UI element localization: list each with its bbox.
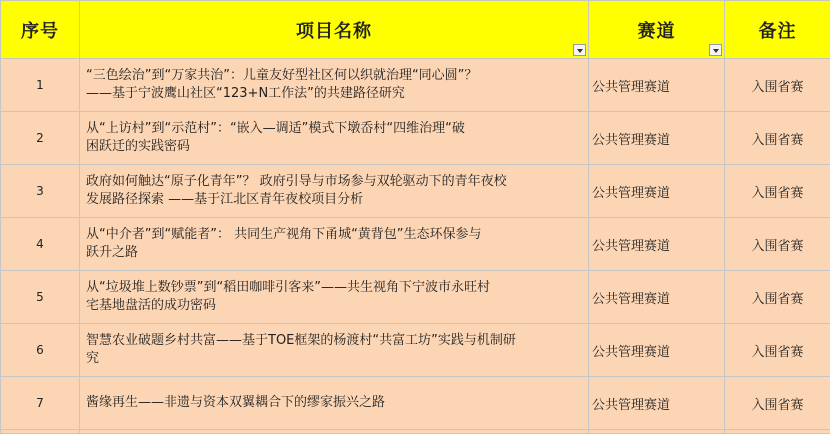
cell-note[interactable]: 入围省赛 [725, 112, 830, 165]
name-line: 跃升之路 [86, 245, 138, 260]
cell-project-name[interactable] [80, 377, 589, 430]
header-project-name-label: 项目名称 [296, 21, 372, 42]
cell-index[interactable]: 2 [1, 112, 80, 165]
cell-track[interactable]: 公共管理赛道 [589, 324, 725, 377]
header-note[interactable]: 备注 [725, 1, 830, 59]
cell-project-name[interactable] [80, 165, 589, 218]
table-row [1, 324, 830, 377]
table-row [1, 59, 830, 112]
name-line: ——基于宁波鹰山社区“123+N工作法”的共建路径研究 [86, 86, 405, 101]
cell-note[interactable]: 入围省赛 [725, 271, 830, 324]
cell-note[interactable]: 入围省赛 [725, 59, 830, 112]
cell-track[interactable]: 公共管理赛道 [589, 165, 725, 218]
header-project-name[interactable] [80, 1, 589, 59]
cell-project-name[interactable] [80, 271, 589, 324]
filter-dropdown-icon[interactable] [709, 44, 722, 56]
cell-track[interactable]: 公共管理赛道 [589, 271, 725, 324]
header-index[interactable]: 序号 [1, 1, 80, 59]
cell-project-name[interactable] [80, 112, 589, 165]
header-row [1, 1, 830, 59]
table-row [1, 218, 830, 271]
cell-note[interactable]: 入围省赛 [725, 324, 830, 377]
name-line: 发展路径探索 ——基于江北区青年夜校项目分析 [86, 192, 363, 207]
name-line: 究 [86, 351, 99, 366]
cell-note[interactable]: 入围省赛 [725, 218, 830, 271]
cell-track[interactable]: 公共管理赛道 [589, 112, 725, 165]
name-line: 智慧农业破题乡村共富——基于TOE框架的杨渡村“共富工坊”实践与机制研 [86, 333, 516, 348]
cell-project-name[interactable] [80, 324, 589, 377]
name-line: 从“中介者”到“赋能者”： 共同生产视角下甬城“黄背包”生态环保参与 [86, 227, 482, 242]
table-row [1, 165, 830, 218]
cell-track[interactable]: 公共管理赛道 [589, 377, 725, 430]
table-row [1, 377, 830, 430]
name-line: 从“上访村”到“示范村”：“嵌入—调适”模式下墩岙村“四维治理“破 [86, 121, 465, 136]
name-line: 政府如何触达“原子化青年”？ 政府引导与市场参与双轮驱动下的青年夜校 [86, 174, 507, 189]
cell-index[interactable]: 1 [1, 59, 80, 112]
cell-project-name[interactable] [80, 218, 589, 271]
name-line: 从“垃圾堆上数钞票”到“稻田咖啡引客来”——共生视角下宁波市永旺村 [86, 280, 490, 295]
table-row [1, 271, 830, 324]
cell-track[interactable]: 公共管理赛道 [589, 218, 725, 271]
cell-index[interactable]: 6 [1, 324, 80, 377]
cell-project-name[interactable] [80, 59, 589, 112]
cell-index[interactable]: 3 [1, 165, 80, 218]
name-line: 宅基地盘活的成功密码 [86, 298, 216, 313]
cell-note[interactable]: 入围省赛 [725, 165, 830, 218]
name-line: “三色绘治”到“万家共治”：儿童友好型社区何以织就治理“同心圆”？ [86, 68, 477, 83]
cell-index[interactable]: 7 [1, 377, 80, 430]
name-line: 困跃迁的实践密码 [86, 139, 190, 154]
header-track[interactable] [589, 1, 725, 59]
header-track-label: 赛道 [638, 21, 676, 42]
cell-index[interactable]: 5 [1, 271, 80, 324]
name-line: 酱缘再生——非遗与资本双翼耦合下的缪家振兴之路 [86, 395, 385, 410]
cell-track[interactable]: 公共管理赛道 [589, 59, 725, 112]
filter-dropdown-icon[interactable] [573, 44, 586, 56]
cell-index[interactable]: 4 [1, 218, 80, 271]
table-row [1, 112, 830, 165]
cell-note[interactable]: 入围省赛 [725, 377, 830, 430]
